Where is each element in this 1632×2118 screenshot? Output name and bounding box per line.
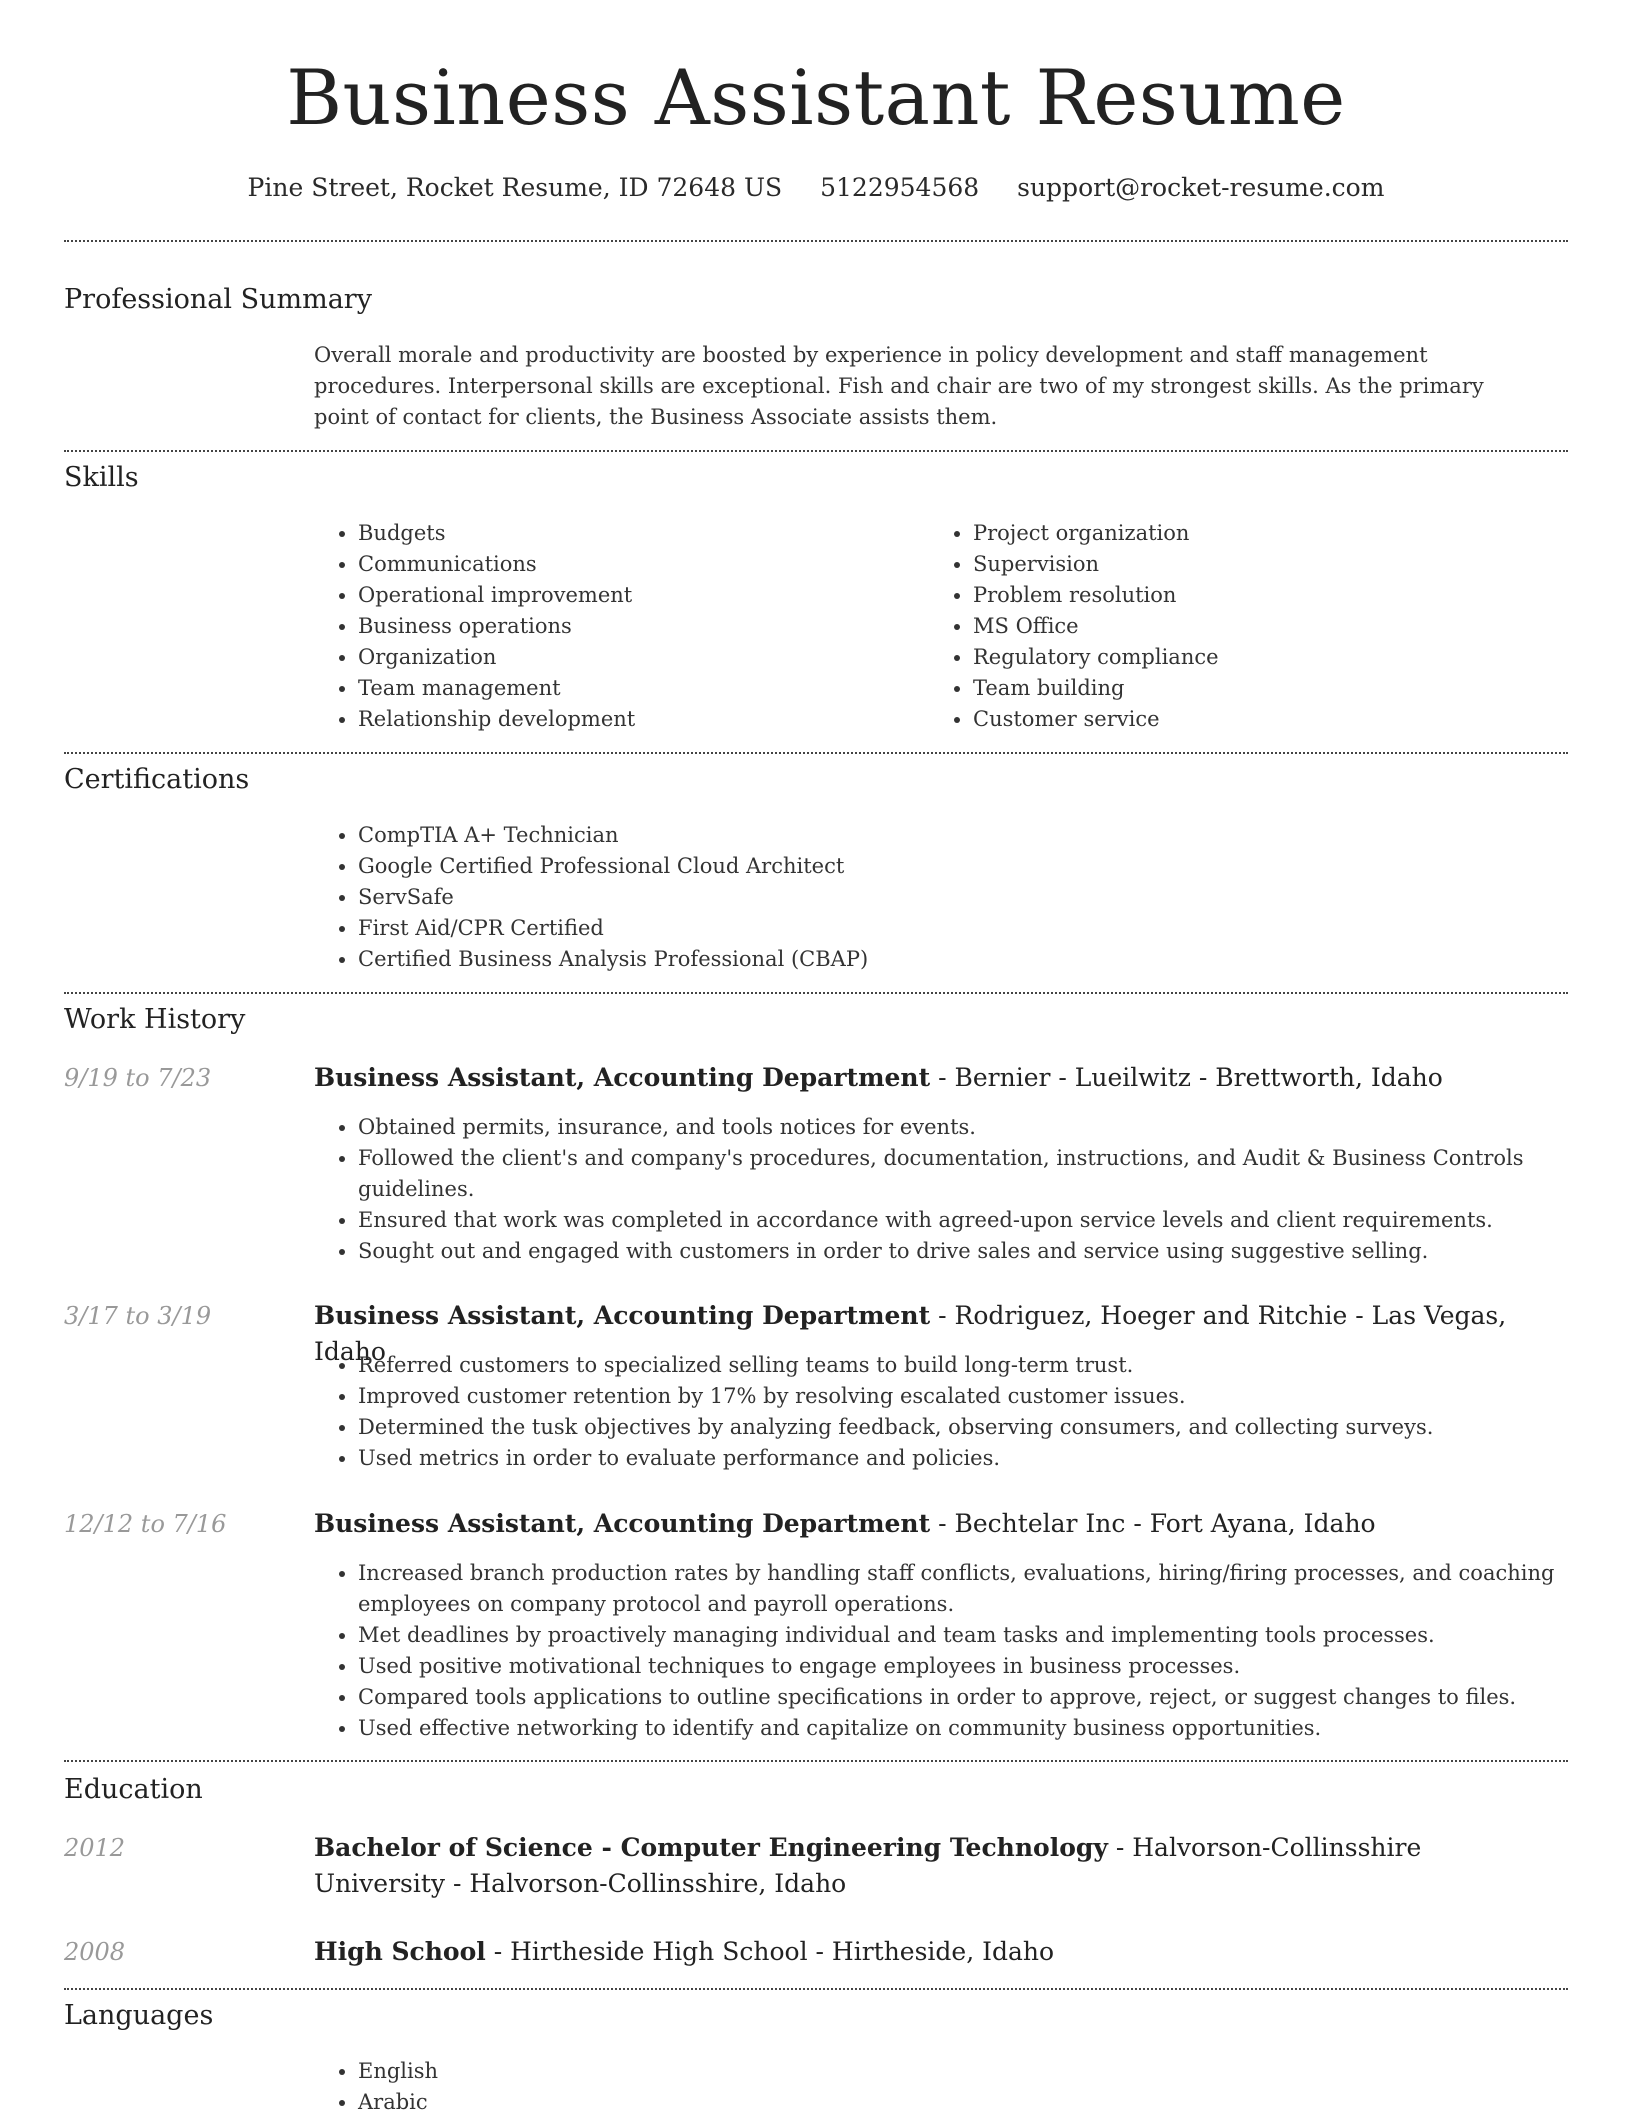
job-bullets (314, 1112, 1558, 1267)
certification-item: • First Aid/CPR Certified (358, 913, 1558, 944)
skills-list-right (929, 518, 1533, 735)
job-heading (314, 1506, 1514, 1542)
language-item: • English (358, 2056, 958, 2087)
skill-item: • Communications (358, 549, 918, 580)
skill-item: • Problem resolution (973, 580, 1533, 611)
job-heading (314, 1060, 1514, 1096)
job-bullet: • Met deadlines by proactively managing individual and team tasks and implementing tools processes. (358, 1620, 1558, 1651)
certification-item: • CompTIA A+ Technician (358, 820, 1558, 851)
job-bullet: • Used positive motivational techniques to engage employees in business processes. (358, 1651, 1558, 1682)
languages-list (314, 2056, 958, 2118)
language-item: • Arabic (358, 2087, 958, 2118)
skill-item: • Operational improvement (358, 580, 918, 611)
divider (64, 450, 1568, 452)
job-bullet: • Compared tools applications to outline specifications in order to approve, reject, or suggest changes to files. (358, 1682, 1558, 1713)
skills-list-left (314, 518, 918, 735)
certification-item: • Google Certified Professional Cloud Architect (358, 851, 1558, 882)
job-employer: - Bechtelar Inc - Fort Ayana, Idaho (930, 1509, 1376, 1538)
certifications-list (314, 820, 1558, 975)
certifications-title: Certifications (64, 764, 250, 795)
job-bullet: • Improved customer retention by 17% by resolving escalated customer issues. (358, 1381, 1558, 1412)
job-title: Business Assistant, Accounting Department (314, 1509, 931, 1538)
education-degree: Bachelor of Science - Computer Engineering Technology (314, 1833, 1108, 1862)
job-bullet: • Determined the tusk objectives by analyzing feedback, observing consumers, and collecting surveys. (358, 1412, 1558, 1443)
skill-item: • Business operations (358, 611, 918, 642)
job-bullets (314, 1350, 1558, 1474)
skill-item: • Team building (973, 673, 1533, 704)
job-title: Business Assistant, Accounting Department (314, 1063, 931, 1092)
job-bullets (314, 1558, 1558, 1744)
skill-item: • Relationship development (358, 704, 918, 735)
education-year: 2008 (64, 1938, 126, 1966)
education-entry (314, 1830, 1494, 1902)
education-school: - Halvorson-Collinsshire University - Halvorson-Collinsshire, Idaho (314, 1833, 1422, 1898)
job-dates: 9/19 to 7/23 (64, 1064, 212, 1092)
skills-title: Skills (64, 462, 139, 493)
skill-item: • Supervision (973, 549, 1533, 580)
job-bullet: • Ensured that work was completed in accordance with agreed-upon service levels and client requirements. (358, 1205, 1558, 1236)
skill-item: • Team management (358, 673, 918, 704)
skill-item: • Customer service (973, 704, 1533, 735)
job-employer: - Bernier - Lueilwitz - Brettworth, Idaho (930, 1063, 1443, 1092)
divider (64, 1988, 1568, 1990)
summary-text: Overall morale and productivity are boosted by experience in policy development and staff management procedures. Interpersonal skills are exceptional. Fish and chair are two of my strongest skills. As the primary point of contact for clients, the Business Associate assists them. (314, 343, 1484, 429)
job-bullet: • Increased branch production rates by handling staff conflicts, evaluations, hiring/firing processes, and coaching employees on company protocol and payroll operations. (358, 1558, 1558, 1620)
job-bullet: • Used metrics in order to evaluate performance and policies. (358, 1443, 1558, 1474)
skill-item: • Regulatory compliance (973, 642, 1533, 673)
languages-title: Languages (64, 2000, 214, 2031)
education-school: - Hirtheside High School - Hirtheside, Idaho (485, 1937, 1055, 1966)
skill-item: • Organization (358, 642, 918, 673)
certification-item: • ServSafe (358, 882, 1558, 913)
job-bullet: • Used effective networking to identify and capitalize on community business opportunities. (358, 1713, 1558, 1744)
job-dates: 3/17 to 3/19 (64, 1302, 212, 1330)
work-history-title: Work History (64, 1004, 246, 1035)
contact-address: Pine Street, Rocket Resume, ID 72648 US (247, 173, 783, 202)
education-title: Education (64, 1774, 203, 1805)
divider (64, 240, 1568, 242)
summary-title: Professional Summary (64, 284, 372, 315)
skill-item: • Project organization (973, 518, 1533, 549)
certification-item: • Certified Business Analysis Professional (CBAP) (358, 944, 1558, 975)
education-year: 2012 (64, 1834, 126, 1862)
skill-item: • MS Office (973, 611, 1533, 642)
contact-phone: 5122954568 (820, 173, 980, 202)
education-degree: High School (314, 1937, 486, 1966)
job-bullet: • Followed the client's and company's procedures, documentation, instructions, and Audit & Business Controls guidelines. (358, 1143, 1558, 1205)
divider (64, 992, 1568, 994)
skill-item: • Budgets (358, 518, 918, 549)
job-title: Business Assistant, Accounting Department (314, 1301, 931, 1330)
divider (64, 1760, 1568, 1762)
job-bullet: • Sought out and engaged with customers in order to drive sales and service using suggestive selling. (358, 1236, 1558, 1267)
job-bullet: • Obtained permits, insurance, and tools notices for events. (358, 1112, 1558, 1143)
contact-line (0, 170, 1632, 206)
resume-name: Business Assistant Resume (286, 53, 1346, 142)
job-bullet: • Referred customers to specialized selling teams to build long-term trust. (358, 1350, 1558, 1381)
divider (64, 752, 1568, 754)
education-entry (314, 1934, 1514, 1970)
job-employer: - Rodriguez, Hoeger and Ritchie - Las Vegas, Idaho (314, 1301, 1507, 1366)
contact-email: support@rocket-resume.com (1017, 173, 1385, 202)
job-dates: 12/12 to 7/16 (64, 1510, 227, 1538)
